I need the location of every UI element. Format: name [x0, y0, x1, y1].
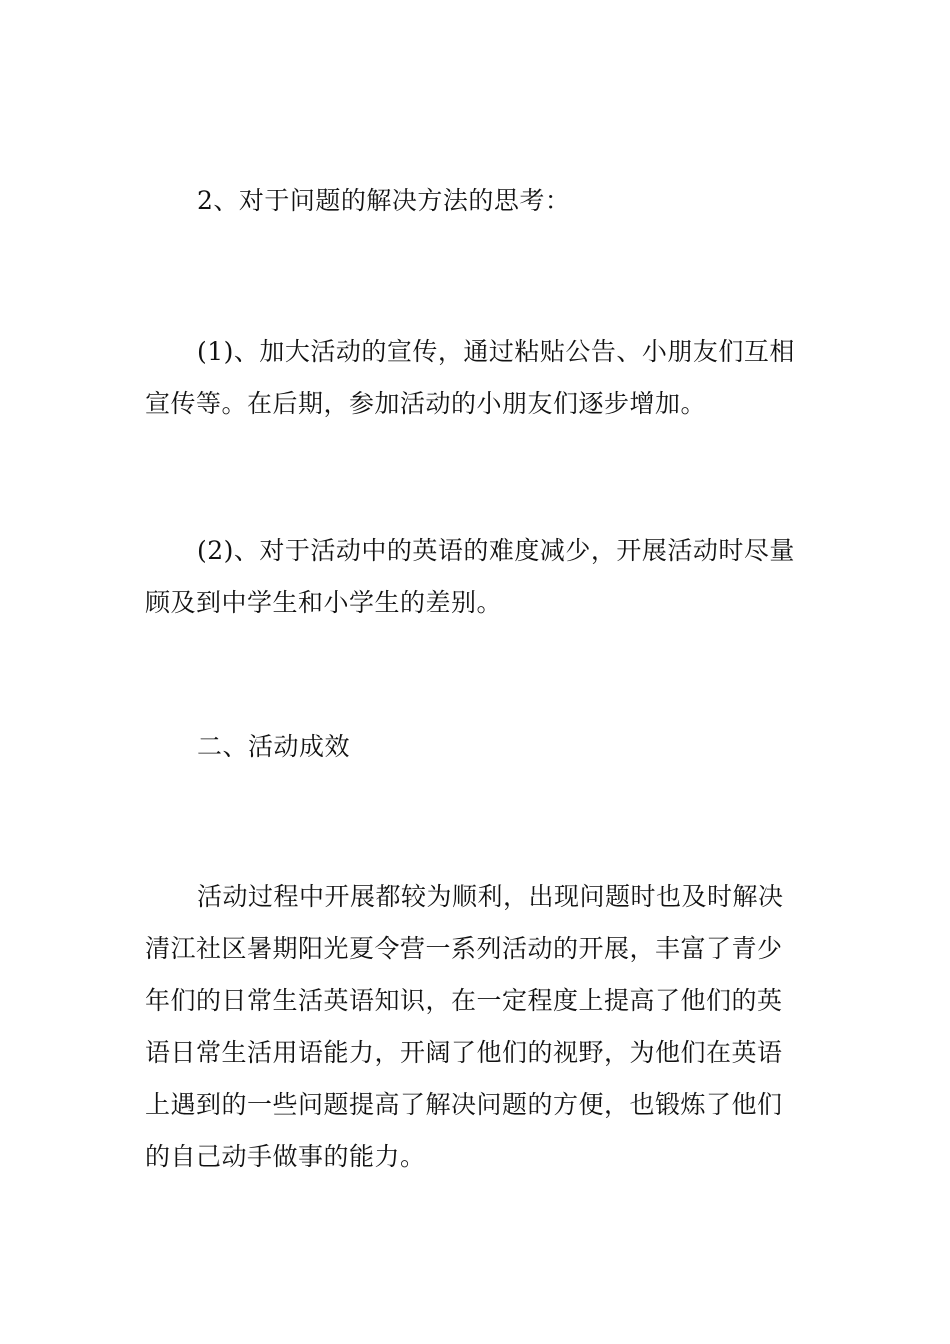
paragraph-line: 语日常生活用语能力，开阔了他们的视野，为他们在英语 — [145, 1038, 783, 1067]
paragraph-line: 年们的日常生活英语知识，在一定程度上提高了他们的英 — [145, 986, 783, 1015]
section-2-heading — [145, 175, 810, 227]
paragraph-line: 宣传等。在后期，参加活动的小朋友们逐步增加。 — [145, 389, 707, 418]
paragraph-line: 顾及到中学生和小学生的差别。 — [145, 588, 503, 617]
paragraph-line: 上遇到的一些问题提高了解决问题的方便，也锻炼了他们 — [145, 1090, 783, 1119]
paragraph-line: 活动过程中开展都较为顺利，出现问题时也及时解决 — [197, 882, 784, 911]
solution-item-1 — [145, 326, 810, 430]
part-two-heading — [145, 721, 810, 773]
paragraph-line: (2)、对于活动中的英语的难度减少，开展活动时尽量 — [197, 536, 795, 565]
heading-text: 2、对于问题的解决方法的思考： — [197, 186, 571, 215]
solution-item-2 — [145, 525, 810, 629]
paragraph-line: 清江社区暑期阳光夏令营一系列活动的开展，丰富了青少 — [145, 934, 783, 963]
paragraph-line: 的自己动手做事的能力。 — [145, 1142, 426, 1171]
paragraph-line: (1)、加大活动的宣传，通过粘贴公告、小朋友们互相 — [197, 337, 795, 366]
heading-text: 二、活动成效 — [197, 732, 351, 761]
results-paragraph — [145, 871, 810, 1183]
